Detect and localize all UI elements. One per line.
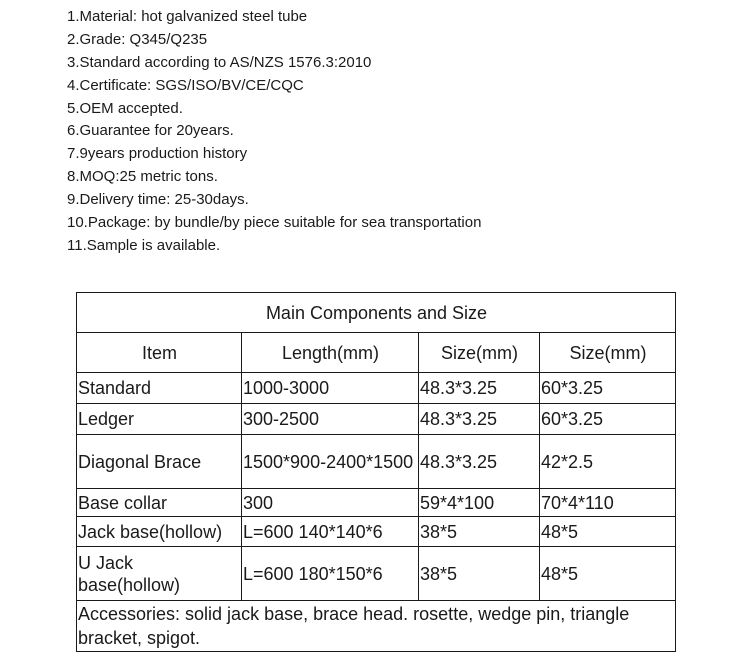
table-row <box>77 373 676 404</box>
table-cell: Standard <box>77 373 242 404</box>
accessories-cell: Accessories: solid jack base, brace head. rosette, wedge pin, triangle bracket, spigot. <box>77 601 676 652</box>
table-cell: 70*4*110 <box>540 489 676 517</box>
table-cell: 1500*900-2400*1500 <box>242 435 419 489</box>
table-row <box>77 404 676 435</box>
table-cell: Base collar <box>77 489 242 517</box>
table-cell: 59*4*100 <box>419 489 540 517</box>
spec-item: 10.Package: by bundle/by piece suitable for sea transportation <box>67 214 482 232</box>
table-cell: Ledger <box>77 404 242 435</box>
spec-item: 6.Guarantee for 20years. <box>67 122 234 140</box>
table-cell: 300-2500 <box>242 404 419 435</box>
spec-item: 4.Certificate: SGS/ISO/BV/CE/CQC <box>67 76 304 94</box>
table-row <box>77 547 676 601</box>
components-table <box>76 292 676 652</box>
table-cell: 48.3*3.25 <box>419 404 540 435</box>
spec-item: 7.9years production history <box>67 145 248 163</box>
spec-item: 3.Standard according to AS/NZS 1576.3:2010 <box>67 53 372 71</box>
column-header-size: Size(mm) <box>419 333 540 373</box>
table-cell: Diagonal Brace <box>77 435 242 489</box>
table-cell: 48.3*3.25 <box>419 373 540 404</box>
column-header-length: Length(mm) <box>242 333 419 373</box>
table-cell: 60*3.25 <box>540 404 676 435</box>
table-cell: U Jack base(hollow) <box>77 547 242 601</box>
table-cell: 60*3.25 <box>540 373 676 404</box>
spec-item: 11.Sample is available. <box>67 236 221 254</box>
table-row <box>77 489 676 517</box>
spec-list <box>67 6 481 258</box>
table-cell: 42*2.5 <box>540 435 676 489</box>
table-cell: 300 <box>242 489 419 517</box>
table-header-row <box>77 333 676 373</box>
spec-item: 5.OEM accepted. <box>67 99 183 117</box>
table-cell: 48*5 <box>540 547 676 601</box>
table-cell: 38*5 <box>419 517 540 547</box>
column-header-item: Item <box>77 333 242 373</box>
spec-item: 8.MOQ:25 metric tons. <box>67 168 218 186</box>
table-title: Main Components and Size <box>77 293 676 333</box>
table-cell: Jack base(hollow) <box>77 517 242 547</box>
table-cell: 1000-3000 <box>242 373 419 404</box>
column-header-size: Size(mm) <box>540 333 676 373</box>
table-cell: 48*5 <box>540 517 676 547</box>
table-cell: L=600 140*140*6 <box>242 517 419 547</box>
table-row <box>77 517 676 547</box>
spec-item: 9.Delivery time: 25-30days. <box>67 191 249 209</box>
table-cell: L=600 180*150*6 <box>242 547 419 601</box>
spec-item: 2.Grade: Q345/Q235 <box>67 30 208 48</box>
table-cell: 48.3*3.25 <box>419 435 540 489</box>
table-row <box>77 435 676 489</box>
table-row-accessories <box>77 601 676 652</box>
table-cell: 38*5 <box>419 547 540 601</box>
spec-item: 1.Material: hot galvanized steel tube <box>67 8 308 25</box>
